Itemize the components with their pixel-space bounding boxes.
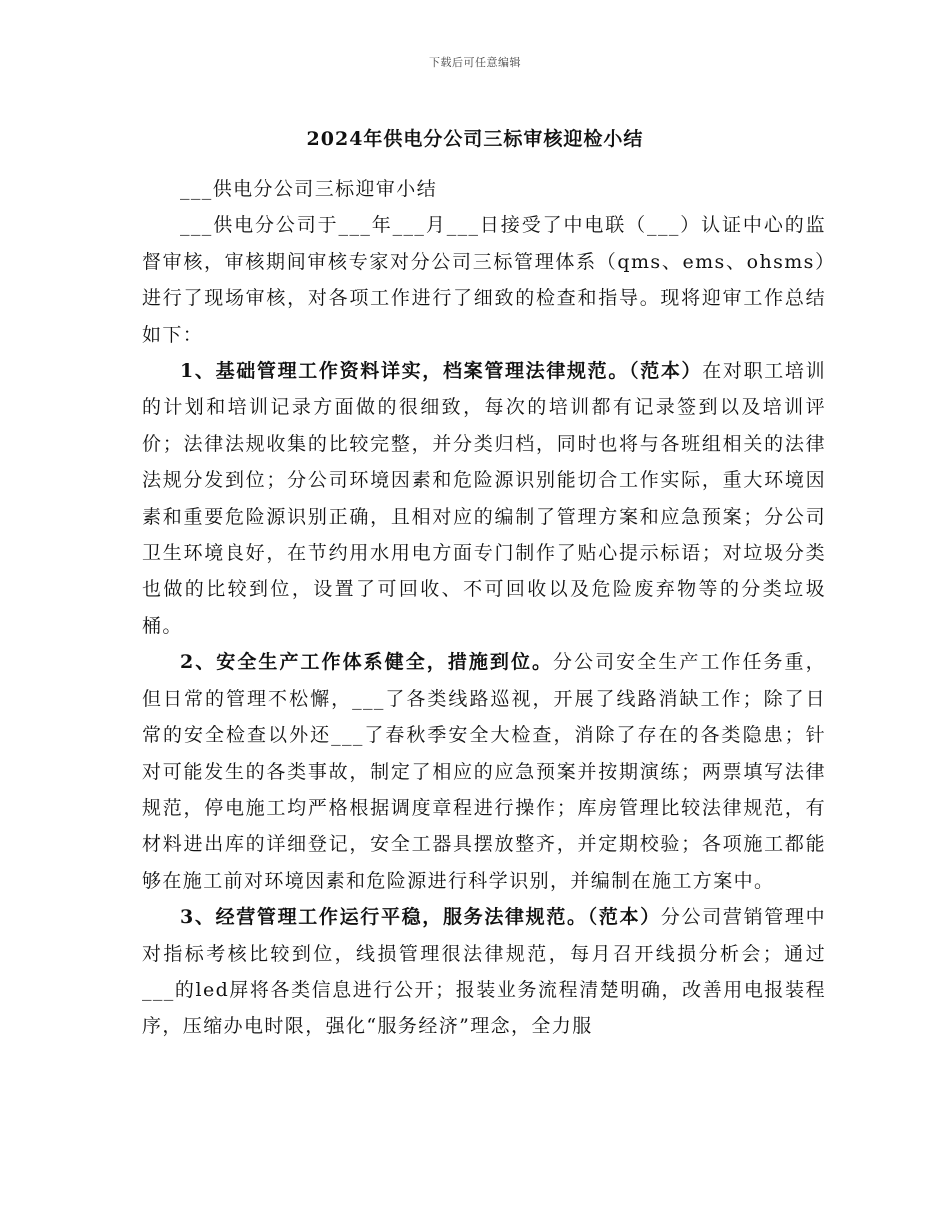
section-paragraph-2 bbox=[142, 644, 826, 899]
section-text-2: 分公司安全生产工作任务重，但日常的管理不松懈，___了各类线路巡视，开展了线路消缺工作；除了日常的安全检查以外还___了春秋季安全大检查，消除了存在的各类隐患；针对可能发生的各类事故，制定了相应的应急预案并按期演练；两票填写法律规范，停电施工均严格根据调度章程进行操作；库房管理比较法律规范，有材料进出库的详细登记，安全工器具摆放整齐，并定期校验；各项施工都能够在施工前对环境因素和危险源进行科学识别，并编制在施工方案中。 bbox=[142, 651, 826, 892]
document-title: 2024年供电分公司三标审核迎检小结 bbox=[306, 128, 644, 150]
section-heading-3: 3、经营管理工作运行平稳，服务法律规范。（范本） bbox=[180, 906, 661, 929]
section-paragraph-1 bbox=[142, 353, 826, 644]
section-text-1: 在对职工培训的计划和培训记录方面做的很细致，每次的培训都有记录签到以及培训评价；法律法规收集的比较完整，并分类归档，同时也将与各班组相关的法律法规分发到位；分公司环境因素和危险源识别能切合工作实际，重大环境因素和重要危险源识别正确，且相对应的编制了管理方案和应急预案；分公司卫生环境良好，在节约用水用电方面专门制作了贴心提示标语；对垃圾分类也做的比较到位，设置了可回收、不可回收以及危险废弃物等的分类垃圾桶。 bbox=[142, 360, 827, 637]
header-note: 下载后可任意编辑 bbox=[429, 56, 521, 69]
intro-paragraph: ___供电分公司于___年___月___日接受了中电联（___）认证中心的监督审核，审核期间审核专家对分公司三标管理体系（qms、ems、ohsms）进行了现场审核，对各项工作进行了细致的检查和指导。现将迎审工作总结如下： bbox=[142, 214, 826, 346]
section-paragraph-3 bbox=[142, 899, 826, 1045]
document-body bbox=[142, 171, 826, 1045]
section-heading-2: 2、安全生产工作体系健全，措施到位。 bbox=[180, 651, 554, 674]
subtitle-paragraph: ___供电分公司三标迎审小结 bbox=[180, 178, 438, 200]
section-text-3: 分公司营销管理中对指标考核比较到位，线损管理很法律规范，每月召开线损分析会；通过___的led屏将各类信息进行公开；报装业务流程清楚明确，改善用电报装程序，压缩办电时限，强化“服务经济”理念，全力服 bbox=[142, 906, 827, 1038]
section-heading-1: 1、基础管理工作资料详实，档案管理法律规范。（范本） bbox=[180, 360, 703, 383]
